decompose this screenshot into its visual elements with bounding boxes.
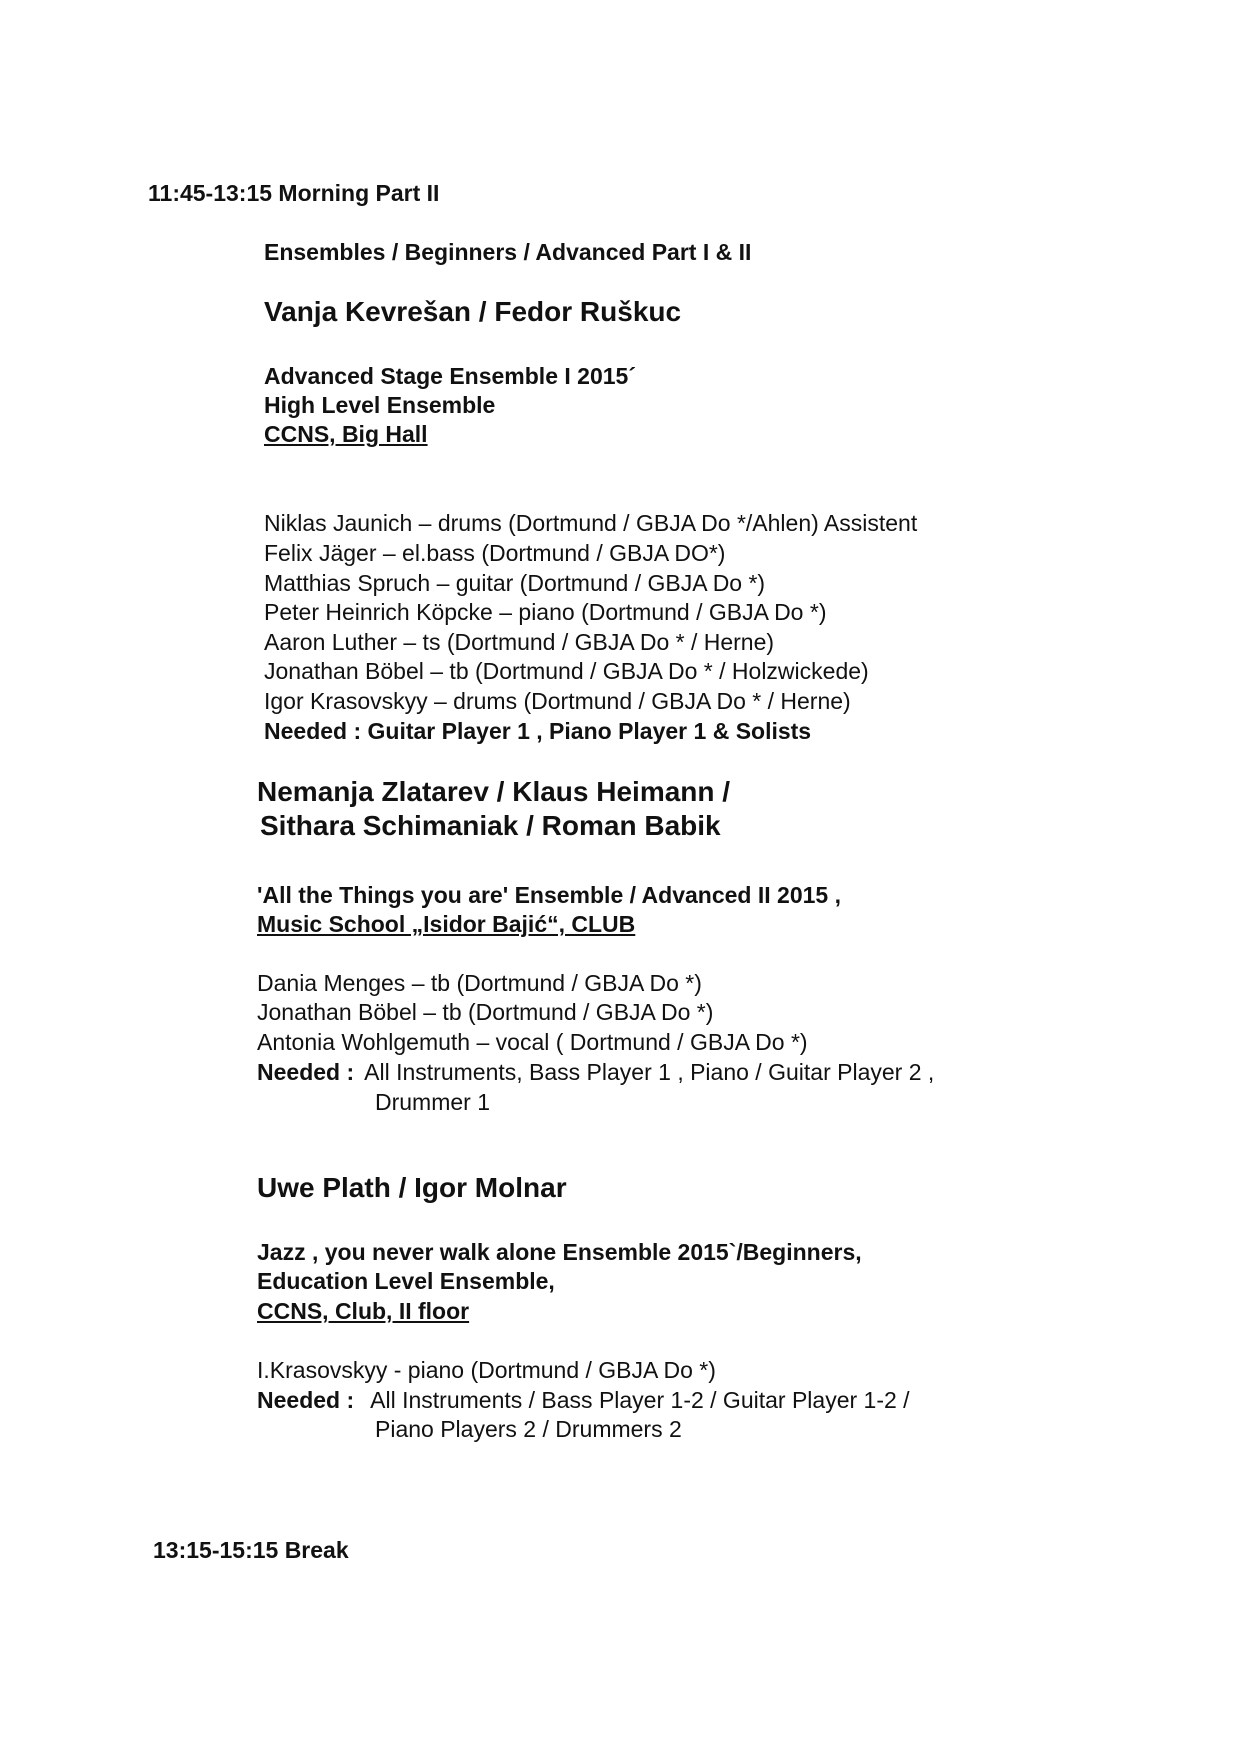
ensemble1-member: Matthias Spruch – guitar (Dortmund / GBJA Do *) bbox=[264, 570, 766, 596]
ensemble3-needed-continuation: Piano Players 2 / Drummers 2 bbox=[375, 1416, 682, 1442]
ensemble2-needed-continuation: Drummer 1 bbox=[375, 1089, 491, 1115]
ensemble3-venue: CCNS, Club, II floor bbox=[257, 1298, 470, 1324]
ensemble3-needed-line bbox=[257, 1385, 910, 1415]
ensemble1-needed: Needed : Guitar Player 1 , Piano Player 1 & Solists bbox=[264, 718, 812, 744]
ensemble3-needed-label: Needed : bbox=[257, 1387, 355, 1413]
ensemble2-needed-label: Needed : bbox=[257, 1059, 355, 1085]
ensemble2-member: Antonia Wohlgemuth – vocal ( Dortmund / GBJA Do *) bbox=[257, 1029, 808, 1055]
ensemble3-name: Jazz , you never walk alone Ensemble 2015`/Beginners, bbox=[257, 1239, 862, 1265]
ensemble3-leaders: Uwe Plath / Igor Molnar bbox=[257, 1172, 567, 1203]
ensemble2-name: 'All the Things you are' Ensemble / Advanced II 2015 , bbox=[257, 882, 841, 908]
ensemble1-leaders: Vanja Kevrešan / Fedor Ruškuc bbox=[264, 296, 682, 327]
morning-subtitle: Ensembles / Beginners / Advanced Part I & II bbox=[264, 239, 752, 265]
ensemble2-member: Jonathan Böbel – tb (Dortmund / GBJA Do *) bbox=[257, 999, 714, 1025]
ensemble2-needed-text: All Instruments, Bass Player 1 , Piano / Guitar Player 2 , bbox=[364, 1059, 935, 1085]
ensemble1-level: High Level Ensemble bbox=[264, 392, 496, 418]
morning-time-header: 11:45-13:15 Morning Part II bbox=[148, 180, 440, 206]
ensemble2-needed-line bbox=[257, 1057, 934, 1087]
ensemble2-leaders-line2: Sithara Schimaniak / Roman Babik bbox=[260, 810, 721, 841]
ensemble2-leaders-line1: Nemanja Zlatarev / Klaus Heimann / bbox=[257, 776, 731, 807]
ensemble1-member: Niklas Jaunich – drums (Dortmund / GBJA Do */Ahlen) Assistent bbox=[264, 510, 918, 536]
ensemble3-needed-text: All Instruments / Bass Player 1-2 / Guitar Player 1-2 / bbox=[370, 1387, 910, 1413]
ensemble1-venue: CCNS, Big Hall bbox=[264, 421, 428, 447]
ensemble1-member: Aaron Luther – ts (Dortmund / GBJA Do * / Herne) bbox=[264, 629, 775, 655]
ensemble1-member: Igor Krasovskyy – drums (Dortmund / GBJA Do * / Herne) bbox=[264, 688, 851, 714]
ensemble2-member: Dania Menges – tb (Dortmund / GBJA Do *) bbox=[257, 970, 702, 996]
ensemble2-venue: Music School „Isidor Bajić“, CLUB bbox=[257, 911, 636, 937]
break-time-header: 13:15-15:15 Break bbox=[153, 1537, 349, 1563]
ensemble3-member: I.Krasovskyy - piano (Dortmund / GBJA Do *) bbox=[257, 1357, 716, 1383]
ensemble1-name: Advanced Stage Ensemble I 2015´ bbox=[264, 363, 636, 389]
ensemble1-member: Jonathan Böbel – tb (Dortmund / GBJA Do * / Holzwickede) bbox=[264, 658, 869, 684]
ensemble3-level: Education Level Ensemble, bbox=[257, 1268, 555, 1294]
ensemble1-member: Felix Jäger – el.bass (Dortmund / GBJA DO*) bbox=[264, 540, 726, 566]
ensemble1-member: Peter Heinrich Köpcke – piano (Dortmund / GBJA Do *) bbox=[264, 599, 827, 625]
